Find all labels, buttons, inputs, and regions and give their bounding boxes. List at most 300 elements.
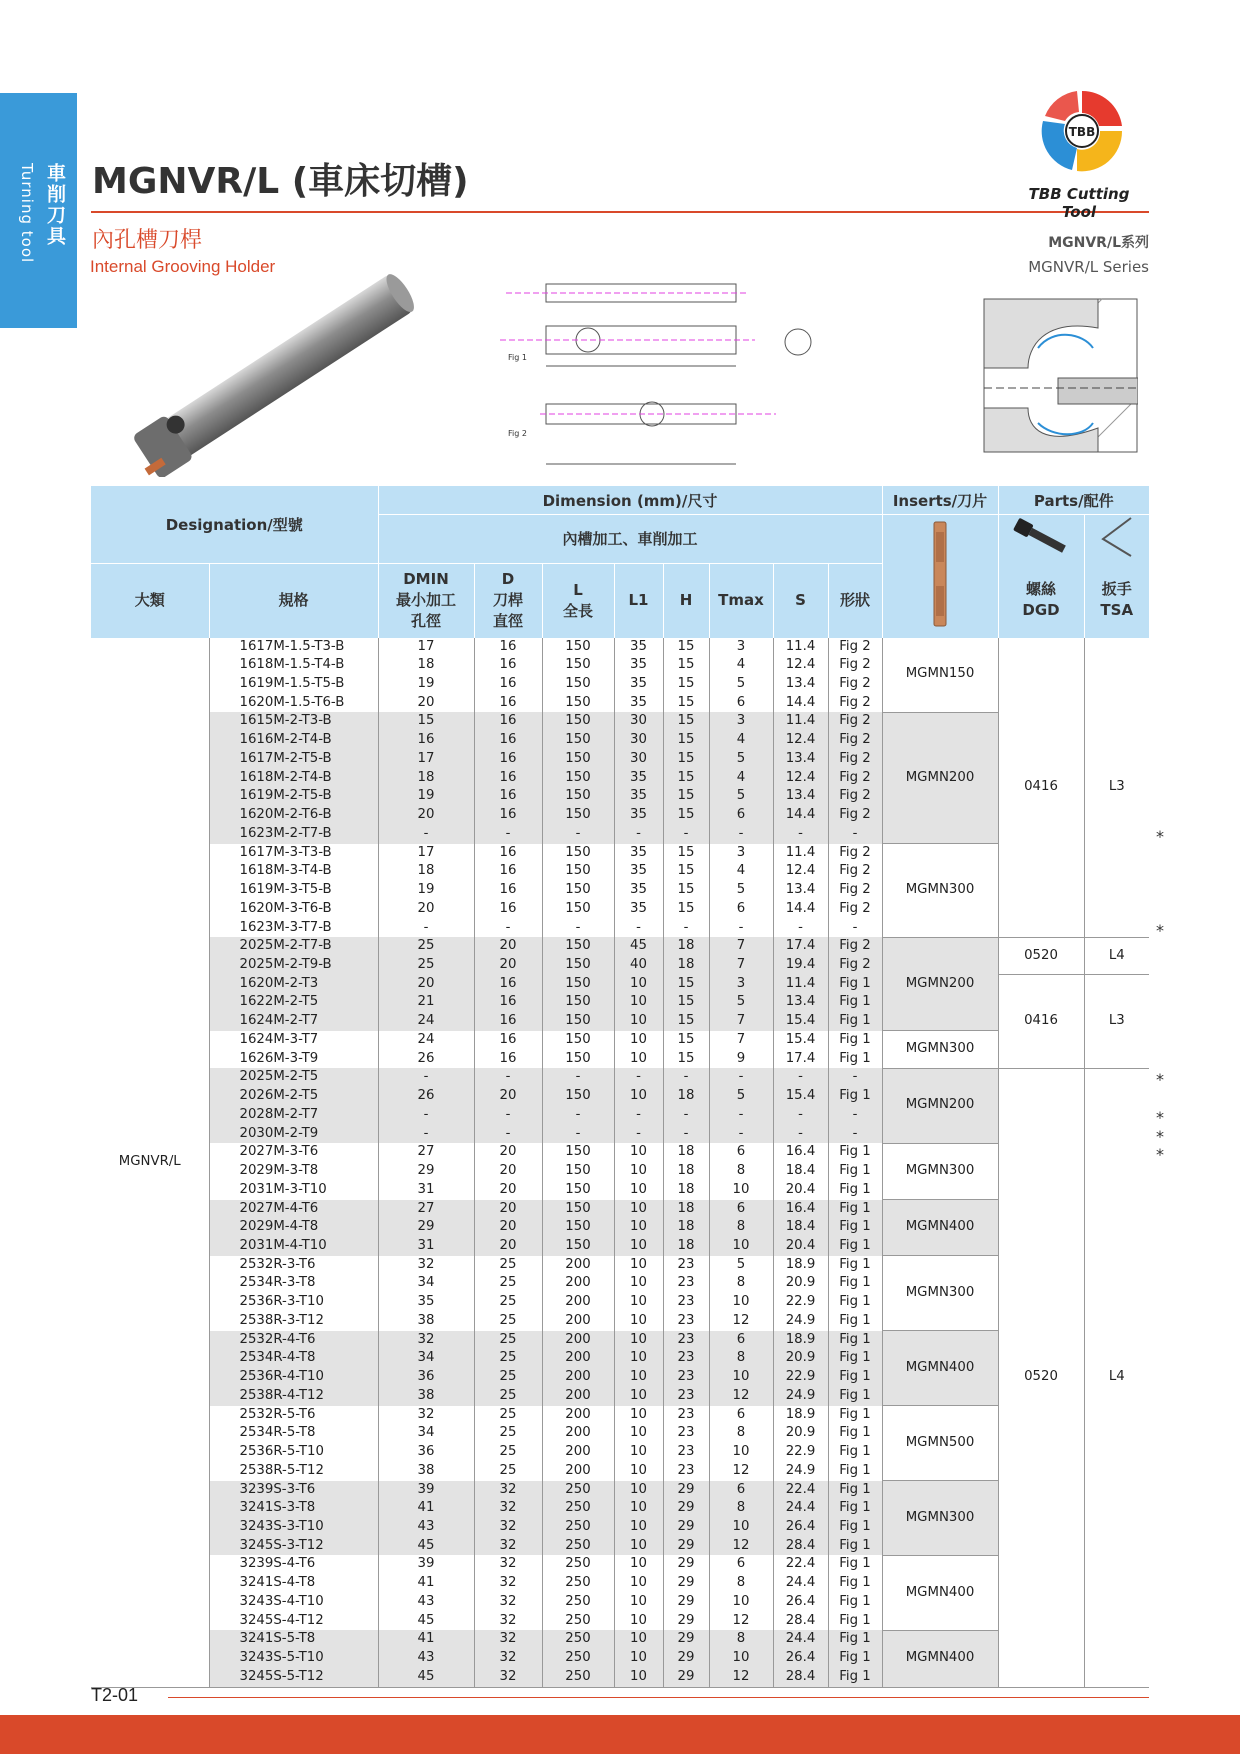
value-cell: 28.4 bbox=[773, 1668, 828, 1687]
value-cell: 8 bbox=[709, 1424, 773, 1443]
value-cell: 4 bbox=[709, 656, 773, 675]
s-col-header: S bbox=[773, 563, 828, 638]
value-cell: 41 bbox=[378, 1574, 474, 1593]
value-cell: 32 bbox=[378, 1331, 474, 1350]
value-cell: 10 bbox=[709, 1443, 773, 1462]
value-cell: 16 bbox=[378, 731, 474, 750]
value-cell: 3 bbox=[709, 638, 773, 657]
value-cell: 10 bbox=[614, 1012, 663, 1031]
spec-code-cell: 2534R-4-T8 bbox=[209, 1349, 378, 1368]
value-cell: - bbox=[709, 1106, 773, 1125]
value-cell: Fig 2 bbox=[828, 750, 882, 769]
spec-code-cell: 3245S-3-T12 bbox=[209, 1537, 378, 1556]
spec-code-cell: 2536R-4-T10 bbox=[209, 1368, 378, 1387]
spec-code-cell: 1617M-1.5-T3-B bbox=[209, 638, 378, 657]
value-cell: 150 bbox=[542, 1143, 614, 1162]
value-cell: - bbox=[773, 919, 828, 938]
value-cell: Fig 1 bbox=[828, 1012, 882, 1031]
section-diagram bbox=[983, 298, 1138, 453]
value-cell: 18 bbox=[663, 1181, 709, 1200]
value-cell: 5 bbox=[709, 750, 773, 769]
value-cell: 23 bbox=[663, 1387, 709, 1406]
value-cell: 10 bbox=[614, 1143, 663, 1162]
table-row bbox=[91, 1143, 1149, 1162]
spec-code-cell: 1617M-2-T5-B bbox=[209, 750, 378, 769]
value-cell: 10 bbox=[614, 1649, 663, 1668]
value-cell: 16 bbox=[474, 844, 542, 863]
value-cell: - bbox=[828, 1125, 882, 1144]
value-cell: 23 bbox=[663, 1443, 709, 1462]
value-cell: Fig 1 bbox=[828, 1612, 882, 1631]
series-en: MGNVR/L Series bbox=[1028, 258, 1149, 276]
value-cell: 150 bbox=[542, 1031, 614, 1050]
wrench-cell: L3 bbox=[1084, 975, 1149, 1069]
value-cell: 20 bbox=[474, 1218, 542, 1237]
value-cell: 16 bbox=[474, 787, 542, 806]
value-cell: 7 bbox=[709, 956, 773, 975]
value-cell: 5 bbox=[709, 787, 773, 806]
value-cell: 40 bbox=[614, 956, 663, 975]
value-cell: 10 bbox=[614, 1462, 663, 1481]
spec-code-cell: 2029M-3-T8 bbox=[209, 1162, 378, 1181]
value-cell: 150 bbox=[542, 1087, 614, 1106]
value-cell: 24.4 bbox=[773, 1630, 828, 1649]
value-cell: - bbox=[828, 919, 882, 938]
insert-cell: MGMN300 bbox=[882, 1031, 998, 1068]
value-cell: 18.9 bbox=[773, 1256, 828, 1275]
value-cell: Fig 1 bbox=[828, 1181, 882, 1200]
value-cell: 150 bbox=[542, 956, 614, 975]
value-cell: Fig 1 bbox=[828, 1462, 882, 1481]
value-cell: Fig 1 bbox=[828, 1274, 882, 1293]
value-cell: 15 bbox=[663, 656, 709, 675]
value-cell: - bbox=[542, 1068, 614, 1087]
value-cell: - bbox=[663, 825, 709, 844]
value-cell: 35 bbox=[614, 675, 663, 694]
page-code: T2-01 bbox=[91, 1685, 139, 1705]
value-cell: 20 bbox=[474, 1237, 542, 1256]
subtitle-zh: 內孔槽刀桿 bbox=[92, 228, 203, 253]
value-cell: 35 bbox=[614, 787, 663, 806]
value-cell: 25 bbox=[474, 1312, 542, 1331]
value-cell: 18 bbox=[378, 769, 474, 788]
table-row bbox=[91, 1256, 1149, 1275]
value-cell: 12 bbox=[709, 1537, 773, 1556]
value-cell: 16 bbox=[474, 675, 542, 694]
value-cell: 250 bbox=[542, 1593, 614, 1612]
value-cell: 5 bbox=[709, 993, 773, 1012]
value-cell: 250 bbox=[542, 1555, 614, 1574]
insert-cell: MGMN200 bbox=[882, 937, 998, 1031]
value-cell: 250 bbox=[542, 1499, 614, 1518]
value-cell: 45 bbox=[378, 1537, 474, 1556]
value-cell: - bbox=[773, 1125, 828, 1144]
value-cell: - bbox=[614, 1106, 663, 1125]
value-cell: 8 bbox=[709, 1630, 773, 1649]
value-cell: 15 bbox=[663, 675, 709, 694]
dimension-header: Dimension (mm)/尺寸 bbox=[378, 486, 882, 515]
value-cell: Fig 2 bbox=[828, 712, 882, 731]
insert-cell: MGMN300 bbox=[882, 1481, 998, 1556]
value-cell: 34 bbox=[378, 1424, 474, 1443]
value-cell: 10 bbox=[614, 1593, 663, 1612]
value-cell: 32 bbox=[474, 1649, 542, 1668]
value-cell: 250 bbox=[542, 1537, 614, 1556]
value-cell: 10 bbox=[614, 1331, 663, 1350]
value-cell: 28.4 bbox=[773, 1537, 828, 1556]
value-cell: - bbox=[828, 825, 882, 844]
note-star: * bbox=[1156, 1107, 1164, 1127]
value-cell: 10 bbox=[614, 1181, 663, 1200]
value-cell: 18.9 bbox=[773, 1331, 828, 1350]
value-cell: Fig 2 bbox=[828, 675, 882, 694]
value-cell: 43 bbox=[378, 1593, 474, 1612]
value-cell: Fig 1 bbox=[828, 1424, 882, 1443]
value-cell: 41 bbox=[378, 1630, 474, 1649]
insert-cell: MGMN500 bbox=[882, 1406, 998, 1481]
spec-col-header: 規格 bbox=[209, 563, 378, 638]
table-row bbox=[91, 1031, 1149, 1050]
note-star: * bbox=[1156, 1145, 1164, 1165]
value-cell: 16 bbox=[474, 638, 542, 657]
value-cell: 38 bbox=[378, 1312, 474, 1331]
table-row bbox=[91, 1406, 1149, 1425]
value-cell: 4 bbox=[709, 862, 773, 881]
value-cell: 39 bbox=[378, 1555, 474, 1574]
value-cell: 10 bbox=[614, 1031, 663, 1050]
value-cell: 32 bbox=[474, 1499, 542, 1518]
value-cell: 200 bbox=[542, 1462, 614, 1481]
table-row bbox=[91, 844, 1149, 863]
value-cell: 29 bbox=[378, 1162, 474, 1181]
value-cell: 10 bbox=[614, 1574, 663, 1593]
insert-cell: MGMN400 bbox=[882, 1200, 998, 1256]
value-cell: - bbox=[614, 1125, 663, 1144]
value-cell: Fig 2 bbox=[828, 731, 882, 750]
table-row bbox=[91, 1200, 1149, 1219]
insert-cell: MGMN300 bbox=[882, 1143, 998, 1199]
value-cell: Fig 1 bbox=[828, 993, 882, 1012]
spec-code-cell: 2025M-2-T7-B bbox=[209, 937, 378, 956]
value-cell: 10 bbox=[709, 1181, 773, 1200]
parts-header: Parts/配件 bbox=[998, 486, 1149, 515]
value-cell: 10 bbox=[614, 1555, 663, 1574]
side-tab-zh: 車削刀具 bbox=[44, 163, 66, 247]
value-cell: 14.4 bbox=[773, 900, 828, 919]
value-cell: 25 bbox=[474, 1406, 542, 1425]
value-cell: 18 bbox=[663, 1218, 709, 1237]
value-cell: 8 bbox=[709, 1349, 773, 1368]
value-cell: 32 bbox=[474, 1593, 542, 1612]
value-cell: 11.4 bbox=[773, 712, 828, 731]
spec-code-cell: 2538R-3-T12 bbox=[209, 1312, 378, 1331]
value-cell: 13.4 bbox=[773, 993, 828, 1012]
value-cell: 27 bbox=[378, 1200, 474, 1219]
value-cell: 150 bbox=[542, 937, 614, 956]
value-cell: 20 bbox=[474, 1181, 542, 1200]
value-cell: Fig 1 bbox=[828, 1312, 882, 1331]
value-cell: 250 bbox=[542, 1649, 614, 1668]
value-cell: Fig 2 bbox=[828, 956, 882, 975]
value-cell: 23 bbox=[663, 1368, 709, 1387]
screw-image-cell bbox=[998, 515, 1084, 564]
value-cell: Fig 2 bbox=[828, 769, 882, 788]
value-cell: 12.4 bbox=[773, 862, 828, 881]
value-cell: 13.4 bbox=[773, 675, 828, 694]
value-cell: 150 bbox=[542, 881, 614, 900]
value-cell: 150 bbox=[542, 993, 614, 1012]
value-cell: 200 bbox=[542, 1406, 614, 1425]
value-cell: 10 bbox=[614, 1200, 663, 1219]
value-cell: 8 bbox=[709, 1574, 773, 1593]
value-cell: 250 bbox=[542, 1574, 614, 1593]
value-cell: 16 bbox=[474, 656, 542, 675]
value-cell: 22.9 bbox=[773, 1293, 828, 1312]
table-row bbox=[91, 712, 1149, 731]
value-cell: 25 bbox=[378, 956, 474, 975]
value-cell: 19 bbox=[378, 787, 474, 806]
value-cell: 15 bbox=[663, 731, 709, 750]
title-divider bbox=[91, 211, 1149, 213]
value-cell: 35 bbox=[614, 881, 663, 900]
value-cell: Fig 1 bbox=[828, 1537, 882, 1556]
value-cell: Fig 2 bbox=[828, 787, 882, 806]
value-cell: 25 bbox=[474, 1462, 542, 1481]
value-cell: 45 bbox=[378, 1612, 474, 1631]
insert-cell: MGMN300 bbox=[882, 844, 998, 938]
value-cell: 32 bbox=[474, 1537, 542, 1556]
value-cell: 16 bbox=[474, 731, 542, 750]
wrench-cell: L3 bbox=[1084, 638, 1149, 938]
value-cell: 28.4 bbox=[773, 1612, 828, 1631]
spec-code-cell: 2538R-5-T12 bbox=[209, 1462, 378, 1481]
value-cell: Fig 1 bbox=[828, 1368, 882, 1387]
value-cell: 15 bbox=[663, 1012, 709, 1031]
value-cell: 29 bbox=[663, 1630, 709, 1649]
value-cell: 18 bbox=[663, 1143, 709, 1162]
value-cell: 17 bbox=[378, 750, 474, 769]
spec-table-body bbox=[91, 638, 1149, 1688]
value-cell: Fig 2 bbox=[828, 937, 882, 956]
value-cell: 25 bbox=[474, 1443, 542, 1462]
table-row bbox=[91, 1481, 1149, 1500]
value-cell: - bbox=[474, 1068, 542, 1087]
value-cell: Fig 2 bbox=[828, 656, 882, 675]
value-cell: 16 bbox=[474, 769, 542, 788]
page-title: MGNVR/L (車床切槽) bbox=[92, 161, 469, 202]
value-cell: 32 bbox=[378, 1256, 474, 1275]
fig2-label: Fig 2 bbox=[508, 429, 527, 438]
value-cell: Fig 1 bbox=[828, 1293, 882, 1312]
value-cell: 25 bbox=[378, 937, 474, 956]
insert-cell: MGMN300 bbox=[882, 1256, 998, 1331]
value-cell: 10 bbox=[614, 1537, 663, 1556]
value-cell: 200 bbox=[542, 1443, 614, 1462]
value-cell: 23 bbox=[663, 1331, 709, 1350]
value-cell: 150 bbox=[542, 1012, 614, 1031]
value-cell: 7 bbox=[709, 1012, 773, 1031]
value-cell: 20 bbox=[474, 956, 542, 975]
value-cell: 10 bbox=[709, 1237, 773, 1256]
value-cell: 24.9 bbox=[773, 1462, 828, 1481]
value-cell: 150 bbox=[542, 900, 614, 919]
value-cell: Fig 2 bbox=[828, 862, 882, 881]
value-cell: 20.9 bbox=[773, 1349, 828, 1368]
spec-code-cell: 2538R-4-T12 bbox=[209, 1387, 378, 1406]
value-cell: Fig 1 bbox=[828, 1218, 882, 1237]
value-cell: Fig 1 bbox=[828, 1649, 882, 1668]
value-cell: 16 bbox=[474, 900, 542, 919]
value-cell: 35 bbox=[614, 638, 663, 657]
value-cell: 23 bbox=[663, 1406, 709, 1425]
value-cell: Fig 1 bbox=[828, 1050, 882, 1069]
value-cell: 25 bbox=[474, 1368, 542, 1387]
value-cell: 200 bbox=[542, 1387, 614, 1406]
value-cell: - bbox=[828, 1106, 882, 1125]
value-cell: 25 bbox=[474, 1424, 542, 1443]
value-cell: 16 bbox=[474, 1050, 542, 1069]
value-cell: 10 bbox=[614, 1368, 663, 1387]
value-cell: Fig 1 bbox=[828, 1387, 882, 1406]
value-cell: 11.4 bbox=[773, 638, 828, 657]
spec-code-cell: 3241S-5-T8 bbox=[209, 1630, 378, 1649]
value-cell: 23 bbox=[663, 1349, 709, 1368]
value-cell: 250 bbox=[542, 1481, 614, 1500]
dmin-col-header: DMIN 最小加工 孔徑 bbox=[378, 563, 474, 638]
value-cell: Fig 1 bbox=[828, 1256, 882, 1275]
value-cell: 15 bbox=[663, 975, 709, 994]
value-cell: 15 bbox=[663, 1050, 709, 1069]
value-cell: - bbox=[542, 1125, 614, 1144]
value-cell: 29 bbox=[663, 1574, 709, 1593]
value-cell: 20 bbox=[474, 1200, 542, 1219]
value-cell: 29 bbox=[663, 1518, 709, 1537]
value-cell: - bbox=[663, 1125, 709, 1144]
value-cell: 20.9 bbox=[773, 1274, 828, 1293]
value-cell: 10 bbox=[709, 1593, 773, 1612]
value-cell: 150 bbox=[542, 769, 614, 788]
value-cell: 10 bbox=[614, 1612, 663, 1631]
wrench-col-header: 扳手 TSA bbox=[1084, 563, 1149, 638]
insert-image-cell bbox=[882, 515, 998, 638]
value-cell: 6 bbox=[709, 1143, 773, 1162]
value-cell: Fig 1 bbox=[828, 1630, 882, 1649]
value-cell: 15.4 bbox=[773, 1087, 828, 1106]
value-cell: 35 bbox=[378, 1293, 474, 1312]
value-cell: - bbox=[378, 1106, 474, 1125]
value-cell: - bbox=[614, 1068, 663, 1087]
screw-col-header: 螺絲 DGD bbox=[998, 563, 1084, 638]
value-cell: 26 bbox=[378, 1050, 474, 1069]
value-cell: 26.4 bbox=[773, 1593, 828, 1612]
spec-code-cell: 2027M-4-T6 bbox=[209, 1200, 378, 1219]
value-cell: 18.4 bbox=[773, 1162, 828, 1181]
value-cell: 20 bbox=[474, 1162, 542, 1181]
value-cell: 10 bbox=[614, 1406, 663, 1425]
value-cell: 18 bbox=[663, 1087, 709, 1106]
value-cell: 12.4 bbox=[773, 731, 828, 750]
spec-code-cell: 2029M-4-T8 bbox=[209, 1218, 378, 1237]
value-cell: 16 bbox=[474, 694, 542, 713]
value-cell: 18 bbox=[663, 1162, 709, 1181]
inserts-header: Inserts/刀片 bbox=[882, 486, 998, 515]
value-cell: 30 bbox=[614, 731, 663, 750]
value-cell: 34 bbox=[378, 1349, 474, 1368]
value-cell: 32 bbox=[474, 1612, 542, 1631]
spec-code-cell: 3245S-5-T12 bbox=[209, 1668, 378, 1687]
screw-cell: 0520 bbox=[998, 937, 1084, 974]
value-cell: 20 bbox=[474, 1087, 542, 1106]
value-cell: 36 bbox=[378, 1368, 474, 1387]
value-cell: 6 bbox=[709, 1481, 773, 1500]
spec-code-cell: 1619M-1.5-T5-B bbox=[209, 675, 378, 694]
value-cell: 10 bbox=[614, 1162, 663, 1181]
value-cell: 34 bbox=[378, 1274, 474, 1293]
d-col-header: D 刀桿 直徑 bbox=[474, 563, 542, 638]
spec-code-cell: 1620M-2-T3 bbox=[209, 975, 378, 994]
value-cell: 10 bbox=[614, 1050, 663, 1069]
value-cell: 200 bbox=[542, 1368, 614, 1387]
value-cell: 16 bbox=[474, 712, 542, 731]
logo-inner-text: TBB bbox=[1068, 125, 1096, 139]
value-cell: - bbox=[773, 1068, 828, 1087]
value-cell: 15 bbox=[663, 750, 709, 769]
value-cell: 250 bbox=[542, 1518, 614, 1537]
value-cell: Fig 1 bbox=[828, 1443, 882, 1462]
table-row bbox=[91, 1630, 1149, 1649]
spec-code-cell: 1620M-1.5-T6-B bbox=[209, 694, 378, 713]
table-row bbox=[91, 638, 1149, 657]
value-cell: 32 bbox=[378, 1406, 474, 1425]
value-cell: Fig 2 bbox=[828, 881, 882, 900]
value-cell: Fig 1 bbox=[828, 1349, 882, 1368]
value-cell: Fig 1 bbox=[828, 1593, 882, 1612]
value-cell: 11.4 bbox=[773, 844, 828, 863]
value-cell: 10 bbox=[614, 1481, 663, 1500]
value-cell: 10 bbox=[614, 1274, 663, 1293]
value-cell: 12.4 bbox=[773, 656, 828, 675]
spec-code-cell: 2534R-3-T8 bbox=[209, 1274, 378, 1293]
bottom-bar bbox=[0, 1715, 1240, 1754]
value-cell: 150 bbox=[542, 675, 614, 694]
value-cell: 20 bbox=[474, 1143, 542, 1162]
value-cell: 150 bbox=[542, 1050, 614, 1069]
value-cell: - bbox=[663, 919, 709, 938]
value-cell: 10 bbox=[709, 1649, 773, 1668]
value-cell: 150 bbox=[542, 656, 614, 675]
subtitle-en: Internal Grooving Holder bbox=[90, 257, 276, 276]
value-cell: 16.4 bbox=[773, 1200, 828, 1219]
value-cell: 29 bbox=[663, 1612, 709, 1631]
wrench-cell: L4 bbox=[1084, 1068, 1149, 1687]
value-cell: 150 bbox=[542, 1181, 614, 1200]
value-cell: 26.4 bbox=[773, 1518, 828, 1537]
value-cell: 29 bbox=[663, 1593, 709, 1612]
spec-code-cell: 1619M-2-T5-B bbox=[209, 787, 378, 806]
value-cell: 6 bbox=[709, 1555, 773, 1574]
value-cell: 26.4 bbox=[773, 1649, 828, 1668]
value-cell: 12 bbox=[709, 1612, 773, 1631]
spec-code-cell: 2031M-4-T10 bbox=[209, 1237, 378, 1256]
value-cell: 18 bbox=[663, 956, 709, 975]
value-cell: 20 bbox=[378, 694, 474, 713]
note-star: * bbox=[1156, 920, 1164, 940]
logo-text: TBB Cutting Tool bbox=[1028, 185, 1130, 221]
value-cell: - bbox=[474, 1125, 542, 1144]
category-cell: MGNVR/L bbox=[118, 1153, 181, 1169]
value-cell: Fig 1 bbox=[828, 1406, 882, 1425]
value-cell: 31 bbox=[378, 1237, 474, 1256]
